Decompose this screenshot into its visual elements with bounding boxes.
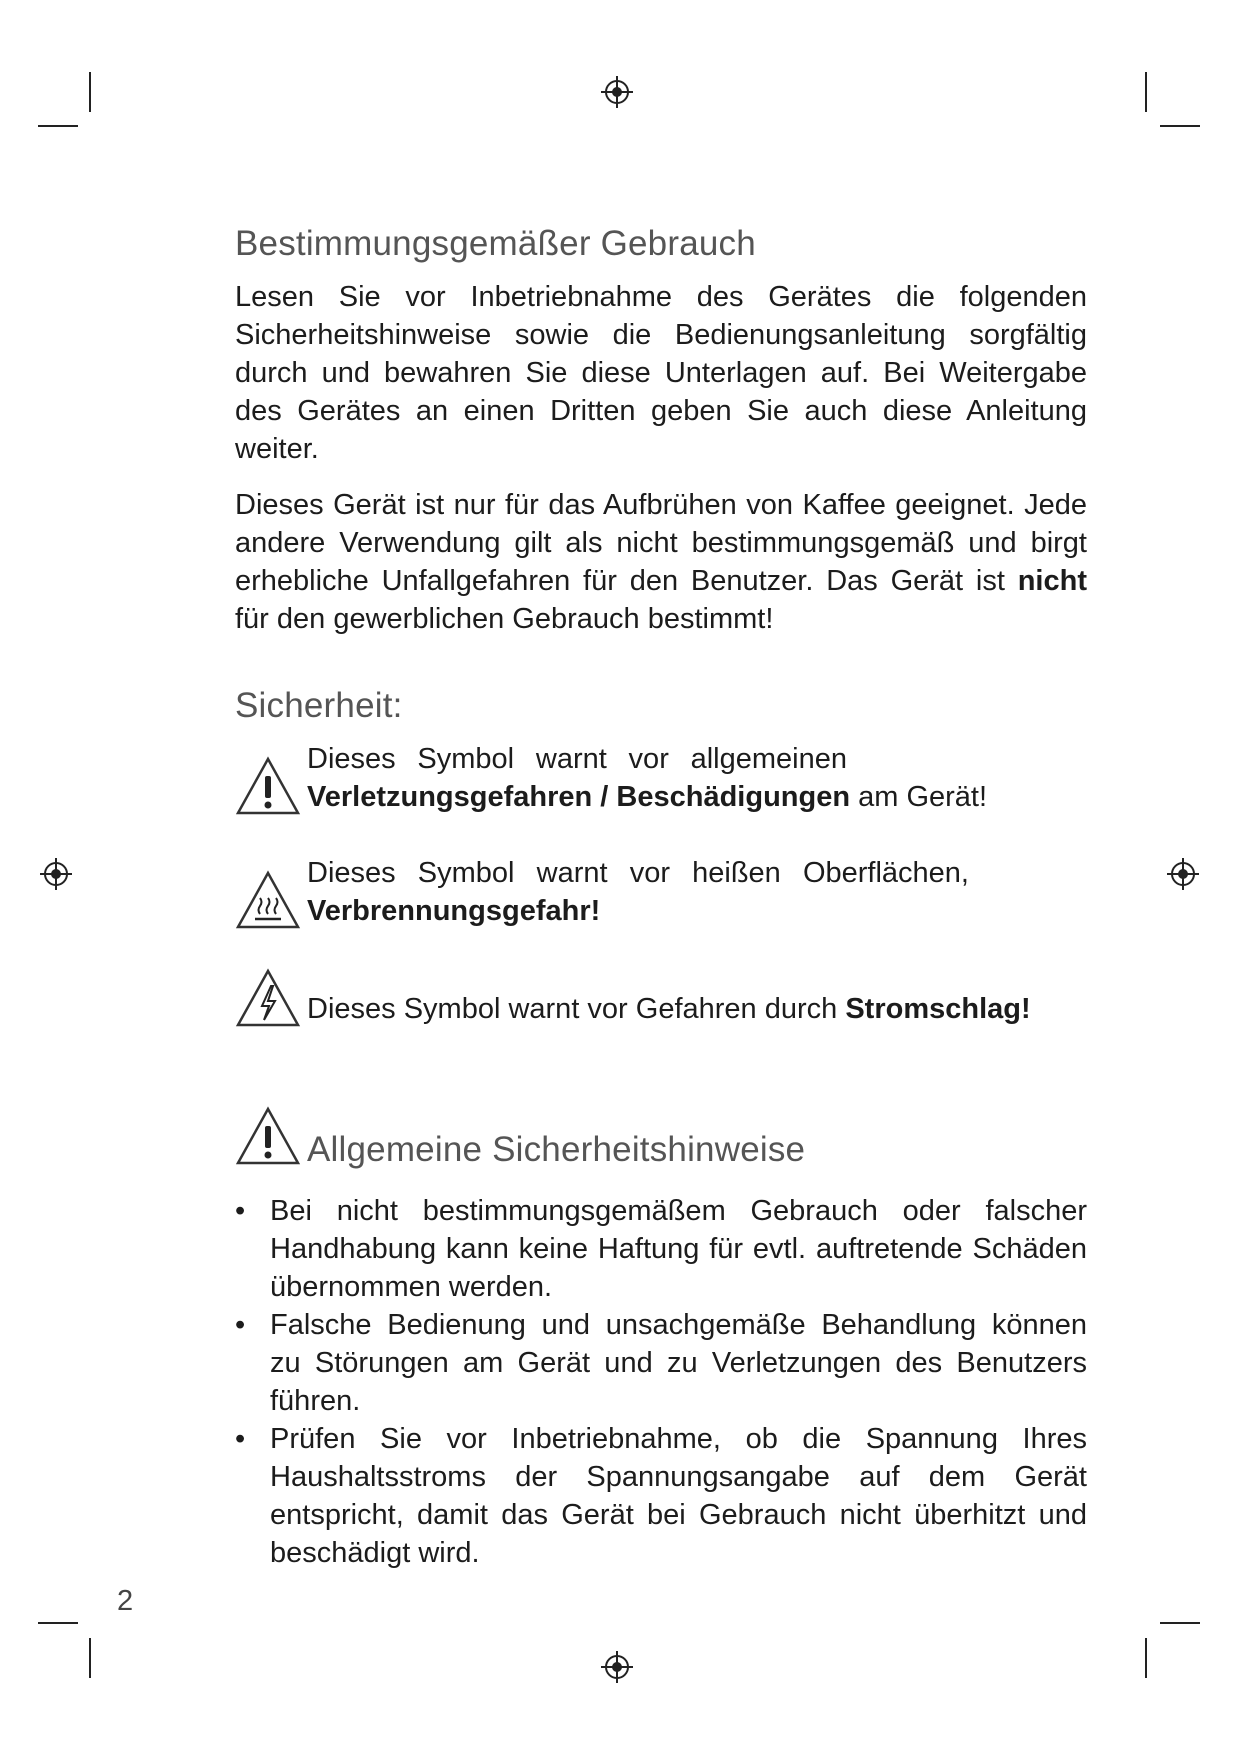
registration-mark-bottom-icon (600, 1650, 634, 1684)
list-item (235, 1306, 1087, 1420)
intended-use-paragraph-2-bold: nicht (1017, 565, 1087, 597)
intended-use-paragraph-2-text: Dieses Gerät ist nur für das Aufbrühen von Kaffee geeignet. Jede andere Verwendung gilt als nicht bestimmungsgemäß und birgt erhebliche Unfallgefahren für den Benutzer. Das Gerät ist (235, 489, 1087, 597)
safety-title: Sicherheit: (235, 686, 403, 725)
page-content (235, 224, 1087, 1572)
crop-mark-bottom-right-vertical (1145, 1638, 1147, 1678)
general-safety-heading (235, 1106, 1087, 1169)
list-item-text: Falsche Bedienung und unsachgemäße Behandlung können zu Störungen am Gerät und zu Verletzungen des Benutzers führen. (270, 1309, 1087, 1417)
registration-mark-left-icon (39, 857, 73, 891)
crop-mark-top-left-horizontal (38, 125, 78, 127)
registration-mark-right-icon (1166, 857, 1200, 891)
page-number: 2 (117, 1585, 134, 1617)
list-item-text: Prüfen Sie vor Inbetriebnahme, ob die Spannung Ihres Haushaltsstroms der Spannungsangabe auf dem Gerät entspricht, damit das Gerät bei Gebrauch nicht überhitzt und beschädigt wird. (270, 1423, 1087, 1569)
general-safety-list (235, 1192, 1087, 1572)
warning-hot-surface-line2 (307, 895, 600, 927)
general-safety-warning-icon (235, 1106, 301, 1166)
bullet-icon: • (235, 1309, 246, 1341)
warning-electric-shock-text (307, 990, 1031, 1028)
intended-use-title: Bestimmungsgemäßer Gebrauch (235, 224, 756, 263)
warning-general-line2 (307, 781, 987, 813)
warning-general-line1: Dieses Symbol warnt vor allgemeinen (307, 743, 847, 775)
warning-general (235, 740, 1087, 816)
warning-hot-surface-text (307, 854, 969, 930)
general-warning-icon (235, 756, 301, 816)
list-item (235, 1192, 1087, 1306)
general-safety-title: Allgemeine Sicherheitshinweise (307, 1130, 806, 1169)
warning-hot-surface-line1: Dieses Symbol warnt vor heißen Oberflächen, (307, 857, 969, 889)
warning-general-text (307, 740, 987, 816)
warning-electric-shock-bold: Stromschlag! (845, 993, 1031, 1025)
intended-use-paragraph-1: Lesen Sie vor Inbetriebnahme des Gerätes die folgenden Sicherheitshinweise sowie die Bedienungsanleitung sorgfältig durch und bewahren Sie diese Unterlagen auf. Bei Weitergabe des Gerätes an einen Dritten geben Sie auch diese Anleitung weiter. (235, 281, 1087, 465)
crop-mark-top-left-vertical (89, 72, 91, 112)
crop-mark-top-right-vertical (1145, 72, 1147, 112)
hot-surface-warning-icon (235, 870, 301, 930)
warning-hot-surface-bold: Verbrennungsgefahr! (307, 895, 601, 927)
intended-use-paragraph-2-end: für den gewerblichen Gebrauch bestimmt! (235, 603, 774, 635)
electric-shock-warning-icon (235, 968, 301, 1028)
crop-mark-bottom-left-vertical (89, 1638, 91, 1678)
crop-mark-bottom-left-horizontal (38, 1622, 78, 1624)
bullet-icon: • (235, 1195, 246, 1227)
warning-electric-shock (235, 968, 1087, 1028)
registration-mark-top-icon (600, 75, 634, 109)
list-item (235, 1420, 1087, 1572)
warning-general-bold: Verletzungsgefahren / Beschädigungen (307, 781, 851, 813)
warning-general-after: am Gerät! (850, 781, 988, 813)
crop-mark-top-right-horizontal (1160, 125, 1200, 127)
list-item-text: Bei nicht bestimmungsgemäßem Gebrauch oder falscher Handhabung kann keine Haftung für evtl. auftretende Schäden übernommen werden. (270, 1195, 1087, 1303)
crop-mark-bottom-right-horizontal (1160, 1622, 1200, 1624)
warning-hot-surface (235, 854, 1087, 930)
bullet-icon: • (235, 1423, 246, 1455)
warning-electric-shock-line1: Dieses Symbol warnt vor Gefahren durch (307, 993, 846, 1025)
intended-use-paragraph-2 (235, 486, 1087, 638)
